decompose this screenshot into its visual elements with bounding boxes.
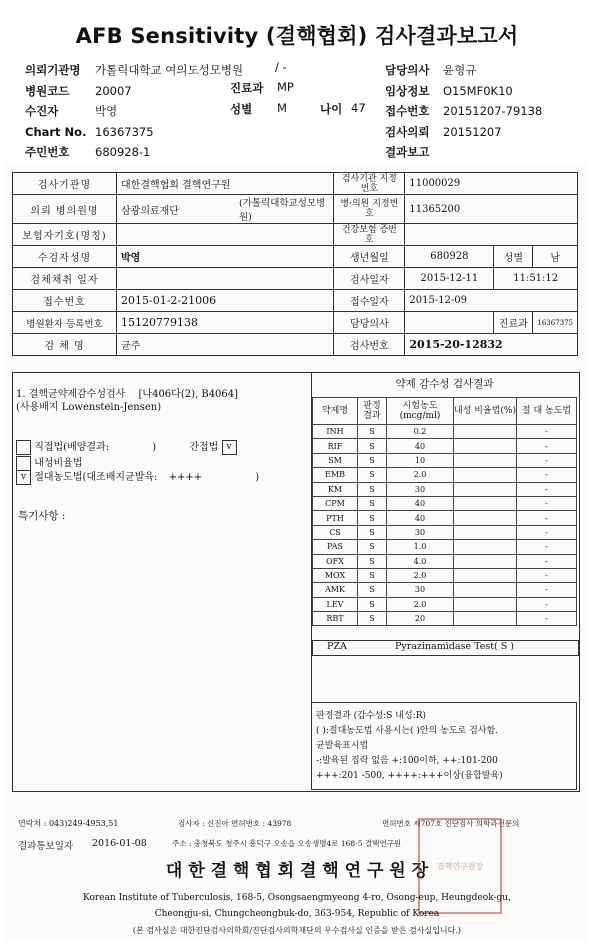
seal-text: 결핵연구원장 bbox=[436, 861, 484, 871]
cell-drug: EMB bbox=[313, 468, 358, 482]
hdr-value-dept: MP bbox=[277, 80, 294, 94]
cell-conc: 30 bbox=[387, 525, 454, 539]
form-label: 담당의사 bbox=[334, 312, 405, 334]
absolute-close: ) bbox=[255, 472, 260, 483]
cell-drug: PAS bbox=[313, 540, 358, 554]
hdr-label-org: 의뢰기관명 bbox=[25, 63, 81, 77]
cell-drug: INH bbox=[313, 425, 358, 439]
hdr-value-clinical: O15MF0K10 bbox=[443, 83, 513, 98]
cell-drug: MOX bbox=[313, 568, 358, 582]
form-value: 대한결핵협회 결핵연구원 bbox=[117, 173, 334, 195]
hdr-label-request: 검사의뢰 bbox=[385, 124, 430, 139]
cell-abs: - bbox=[517, 554, 577, 568]
result-row bbox=[313, 568, 577, 582]
col-abs: 절 대 농도법 bbox=[517, 398, 577, 425]
result-row bbox=[313, 511, 577, 525]
cell-conc: 2.0 bbox=[387, 468, 454, 482]
form-value: 2015-12-09 bbox=[405, 290, 578, 312]
hdr-slash: / - bbox=[275, 60, 287, 74]
cell-abs: - bbox=[517, 511, 577, 525]
cell-conc: 0.2 bbox=[387, 425, 454, 439]
form-label: 수검자성명 bbox=[13, 246, 117, 268]
cell-drug: SM bbox=[313, 453, 358, 467]
hdr-label-patient: 수진자 bbox=[25, 104, 59, 118]
form-label: 건강보험 증번호 bbox=[334, 224, 405, 246]
cell-drug: RBT bbox=[313, 612, 358, 626]
hdr-value-request: 20151207 bbox=[443, 124, 502, 139]
cell-conc: 10 bbox=[387, 453, 454, 467]
checkbox-absolute[interactable]: v bbox=[16, 470, 31, 485]
cell-judge: S bbox=[358, 482, 387, 496]
results-heading: 약제 감수성 검사결과 bbox=[395, 378, 494, 390]
form-value bbox=[405, 312, 494, 334]
form-value: 11365200 bbox=[405, 195, 578, 224]
pza-value: Pyrazinamidase Test( S ) bbox=[395, 641, 514, 652]
col-conc: 시험농도 (mcg/ml) bbox=[387, 398, 454, 425]
susceptibility-table bbox=[312, 397, 577, 626]
cell-ratio bbox=[454, 525, 517, 539]
form-label: 검사기관명 bbox=[13, 173, 117, 195]
form-value: 삼광의료재단 bbox=[117, 195, 236, 224]
cell-abs: - bbox=[517, 525, 577, 539]
hdr-value-patient: 박영 bbox=[95, 104, 118, 118]
cell-judge: S bbox=[358, 554, 387, 568]
cell-conc: 30 bbox=[387, 583, 454, 597]
cell-judge: S bbox=[358, 525, 387, 539]
special-notes-label: 특기사항 : bbox=[18, 510, 66, 522]
legend-line: ( ):절대농도법 사용시는( )안의 농도로 검사함. bbox=[316, 726, 499, 736]
hdr-value-org: 가톨릭대학교 여의도성모병원 bbox=[95, 63, 244, 77]
cell-abs: - bbox=[517, 468, 577, 482]
form-label: 접수번호 bbox=[13, 290, 117, 312]
report-title: AFB Sensitivity (결핵협회) 검사결과보고서 bbox=[75, 24, 519, 48]
report-date-label: 결과통보일자 bbox=[18, 841, 74, 852]
pza-label: PZA bbox=[327, 641, 347, 652]
footer-phone: 연락처 : 043)249-4953,51 bbox=[18, 819, 119, 828]
cell-ratio bbox=[454, 612, 517, 626]
hdr-label-sex: 성별 bbox=[230, 102, 253, 116]
cell-judge: S bbox=[358, 439, 387, 453]
cell-drug: CS bbox=[313, 525, 358, 539]
cell-ratio bbox=[454, 482, 517, 496]
hdr-value-hospcode: 20007 bbox=[95, 83, 132, 98]
result-row bbox=[313, 453, 577, 467]
col-drug: 약제명 bbox=[313, 398, 358, 425]
cell-judge: S bbox=[358, 568, 387, 582]
checkbox-direct[interactable] bbox=[16, 440, 31, 455]
cell-drug: RIF bbox=[313, 439, 358, 453]
direct-close: ) bbox=[152, 442, 157, 453]
form-value: 680928 bbox=[405, 246, 494, 268]
legend-line: +++:201 -500, ++++:+++이상(융합발육) bbox=[316, 771, 503, 781]
cell-conc: 40 bbox=[387, 511, 454, 525]
cell-drug: KM bbox=[313, 482, 358, 496]
report-header bbox=[25, 60, 585, 160]
hdr-label-doctor: 담당의사 bbox=[385, 63, 430, 77]
cell-drug: PTH bbox=[313, 511, 358, 525]
hdr-label-receipt: 접수번호 bbox=[385, 104, 430, 118]
cell-ratio bbox=[454, 453, 517, 467]
cell-ratio bbox=[454, 439, 517, 453]
patient-info-table bbox=[12, 172, 578, 356]
cell-ratio bbox=[454, 468, 517, 482]
cell-conc: 40 bbox=[387, 439, 454, 453]
result-row bbox=[313, 554, 577, 568]
hdr-value-sex: M bbox=[277, 101, 287, 115]
result-row bbox=[313, 425, 577, 439]
hdr-label-report: 결과보고 bbox=[385, 145, 430, 159]
certification-note: (본 검사실은 대한진단검사의학회/진단검사의학재단의 우수검사실 인증을 받은 검사실입니다.) bbox=[132, 926, 462, 935]
cell-judge: S bbox=[358, 583, 387, 597]
result-row bbox=[313, 496, 577, 510]
form-value: 2015-20-12832 bbox=[405, 334, 578, 356]
form-value: 11000029 bbox=[405, 173, 578, 195]
cell-drug: LEV bbox=[313, 597, 358, 611]
form-label: 의뢰 병의원명 bbox=[13, 195, 117, 224]
absolute-label: 절대농도법(대조배지균발육: bbox=[34, 472, 158, 483]
form-value: 15120779138 bbox=[117, 312, 334, 334]
result-row bbox=[313, 482, 577, 496]
cell-drug: OFX bbox=[313, 554, 358, 568]
form-value bbox=[117, 224, 334, 246]
form-label: 병원환자 등록번호 bbox=[13, 312, 117, 334]
cell-ratio bbox=[454, 496, 517, 510]
cell-conc: 1.0 bbox=[387, 540, 454, 554]
cell-abs: - bbox=[517, 583, 577, 597]
cell-judge: S bbox=[358, 496, 387, 510]
form-value: 균주 bbox=[117, 334, 334, 356]
cell-abs: - bbox=[517, 496, 577, 510]
form-label: 진료과 bbox=[494, 312, 533, 334]
form-label: 검사기관 지정번호 bbox=[334, 173, 405, 195]
col-judge: 판정 결과 bbox=[358, 398, 387, 425]
report-date: 2016-01-08 bbox=[92, 838, 147, 849]
hdr-label-dept: 진료과 bbox=[230, 81, 264, 95]
form-label: 검 체 명 bbox=[13, 334, 117, 356]
hdr-value-doctor: 윤형규 bbox=[443, 63, 477, 77]
cell-abs: - bbox=[517, 482, 577, 496]
footer-address-en-1: Korean Institute of Tuberculosis, 168-5, Osongsaengmyeong 4-ro, Osong-eup, Heungdeok-gu, bbox=[83, 893, 511, 903]
legend-line: -:발육된 집락 없음 +:100이하, ++:101-200 bbox=[316, 756, 498, 766]
result-row bbox=[313, 612, 577, 626]
form-value: 2015-01-2-21006 bbox=[117, 290, 334, 312]
form-value: 남 bbox=[533, 246, 578, 268]
footer-address-en-2: Cheongju-si, Chungcheongbuk-do, 363-954, Republic of Korea bbox=[154, 909, 440, 919]
cell-abs: - bbox=[517, 612, 577, 626]
cell-drug: AMK bbox=[313, 583, 358, 597]
cell-conc: 2.0 bbox=[387, 568, 454, 582]
result-row bbox=[313, 583, 577, 597]
form-label: 병·의원 지정번호 bbox=[334, 195, 405, 224]
test-code: [나406다(2), B4064] bbox=[138, 389, 239, 400]
cell-judge: S bbox=[358, 597, 387, 611]
pza-row bbox=[312, 640, 579, 656]
cell-abs: - bbox=[517, 425, 577, 439]
result-row bbox=[313, 540, 577, 554]
form-label: 검사일자 bbox=[334, 268, 405, 290]
cell-abs: - bbox=[517, 540, 577, 554]
cell-abs: - bbox=[517, 568, 577, 582]
hdr-label-age: 나이 bbox=[320, 102, 343, 116]
cell-judge: S bbox=[358, 453, 387, 467]
form-label: 생년월일 bbox=[334, 246, 405, 268]
cell-conc: 20 bbox=[387, 612, 454, 626]
cell-abs: - bbox=[517, 597, 577, 611]
media-name: (사용배지 Lowenstein-Jensen) bbox=[16, 402, 162, 413]
legend-line: 판정결과 (감수성:S 내성:R) bbox=[316, 711, 426, 721]
cell-judge: S bbox=[358, 511, 387, 525]
form-value bbox=[405, 224, 578, 246]
cell-ratio bbox=[454, 511, 517, 525]
form-value: 2015-12-11 bbox=[405, 268, 494, 290]
cell-ratio bbox=[454, 583, 517, 597]
cell-abs: - bbox=[517, 439, 577, 453]
footer-examiner: 검사자 : 신진아 면허번호 : 43978 bbox=[178, 819, 292, 828]
cell-ratio bbox=[454, 554, 517, 568]
cell-judge: S bbox=[358, 540, 387, 554]
form-label: 접수일자 bbox=[334, 290, 405, 312]
form-value: 박영 bbox=[117, 246, 334, 268]
result-row bbox=[313, 439, 577, 453]
test-name: 1. 결핵균약제감수성검사 bbox=[16, 389, 126, 400]
hdr-value-rrn: 680928-1 bbox=[95, 145, 151, 159]
cell-conc: 40 bbox=[387, 496, 454, 510]
cell-judge: S bbox=[358, 612, 387, 626]
result-row bbox=[313, 525, 577, 539]
indirect-label: 간접법 bbox=[189, 442, 219, 453]
col-ratio: 내성 비율법(%) bbox=[454, 398, 517, 425]
form-label: 검체채취 일자 bbox=[13, 268, 117, 290]
footer-license: 면허번호 제707호 진단검사 의학과전문의 bbox=[382, 819, 520, 828]
cell-ratio bbox=[454, 540, 517, 554]
result-row bbox=[313, 468, 577, 482]
direct-label: 직접법(배양결과: bbox=[34, 442, 110, 453]
cell-conc: 30 bbox=[387, 482, 454, 496]
form-label: 보험자기호(명칭) bbox=[13, 224, 117, 246]
cell-conc: 4.0 bbox=[387, 554, 454, 568]
cell-ratio bbox=[454, 568, 517, 582]
cell-conc: 2.0 bbox=[387, 597, 454, 611]
form-label: 검사번호 bbox=[334, 334, 405, 356]
test-method-panel bbox=[16, 388, 306, 414]
cell-judge: S bbox=[358, 425, 387, 439]
cell-judge: S bbox=[358, 468, 387, 482]
checkbox-indirect[interactable]: v bbox=[222, 440, 237, 455]
hdr-label-rrn: 주민번호 bbox=[25, 145, 70, 159]
form-value-sub: (가톨릭대학교성모병원) bbox=[235, 195, 334, 224]
form-value bbox=[117, 268, 334, 290]
ratio-label: 내성비율법 bbox=[34, 458, 83, 469]
cell-ratio bbox=[454, 597, 517, 611]
method-options bbox=[16, 438, 311, 484]
result-row bbox=[313, 597, 577, 611]
cell-drug: CPM bbox=[313, 496, 358, 510]
institute-name: 대 한 결 핵 협 회 결 핵 연 구 원 장 bbox=[165, 861, 429, 881]
form-value: 16367375 bbox=[533, 312, 578, 334]
legend-line: 균발육표시법 bbox=[316, 741, 369, 751]
form-value-time: 11:51:12 bbox=[494, 268, 578, 290]
hdr-label-hospcode: 병원코드 bbox=[25, 83, 70, 98]
hdr-value-age: 47 bbox=[351, 101, 366, 115]
legend-box bbox=[311, 702, 577, 790]
cell-ratio bbox=[454, 425, 517, 439]
cell-abs: - bbox=[517, 453, 577, 467]
hdr-value-receipt: 20151207-79138 bbox=[443, 104, 543, 118]
hdr-label-clinical: 임상정보 bbox=[385, 83, 430, 98]
form-label: 성별 bbox=[494, 246, 533, 268]
footer-address-ko: 주소 : 충청북도 청주시 흥덕구 오송읍 오송생명4로 168-5 결핵연구원 bbox=[172, 839, 402, 848]
hdr-value-chart: 16367375 bbox=[95, 124, 154, 139]
absolute-value: ++++ bbox=[168, 472, 203, 483]
hdr-label-chart: Chart No. bbox=[25, 124, 87, 139]
